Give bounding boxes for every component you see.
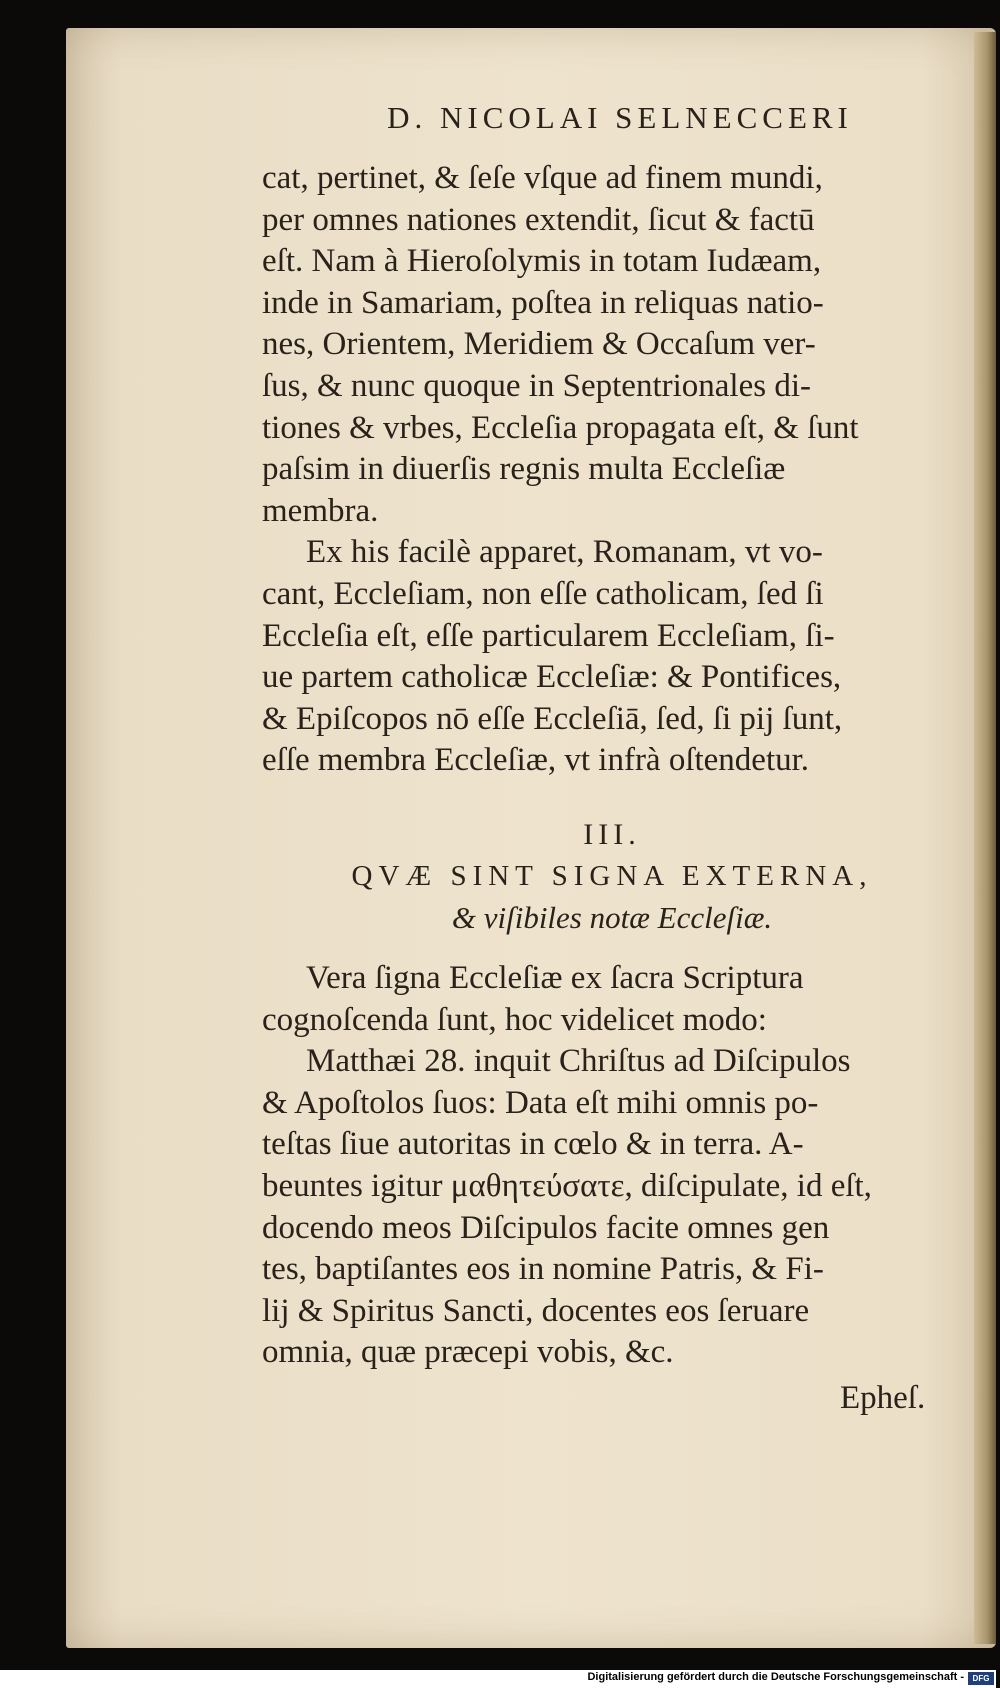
text-line: Matthæi 28. inquit Chriſtus ad Diſcipulos xyxy=(306,1043,851,1080)
text-line: beuntes igitur μαθητεύσατε, diſcipulate, id eſt, xyxy=(262,1167,872,1204)
paragraph-3-4 xyxy=(262,958,962,1374)
text-line: eſſe membra Eccleſiæ, vt infrà oſtendetur. xyxy=(262,742,810,779)
text-line: & Apoſtolos ſuos: Data eſt mihi omnis po- xyxy=(262,1084,819,1121)
footer-credit: Digitalisierung gefördert durch die Deutsche Forschungsgemeinschaft - xyxy=(587,1671,964,1683)
text-line: eſt. Nam à Hieroſolymis in totam Iudæam, xyxy=(262,243,822,280)
text-line: Ex his facilè apparet, Romanam, vt vo- xyxy=(306,534,823,571)
text-line: paſsim in diuerſis regnis multa Eccleſiæ xyxy=(262,451,786,488)
text-line: tes, baptiſantes eos in nomine Patris, & Fi- xyxy=(262,1251,824,1288)
text-line: Eccleſia eſt, eſſe particularem Eccleſiam, ſi- xyxy=(262,617,835,654)
text-line: lij & Spiritus Sancti, docentes eos ſeruare xyxy=(262,1292,810,1329)
page-edge xyxy=(974,32,996,1644)
text-line: cognoſcenda ſunt, hoc videlicet modo: xyxy=(262,1001,767,1038)
text-line: cat, pertinet, & ſeſe vſque ad finem mundi, xyxy=(262,160,823,196)
paragraph-1 xyxy=(262,158,962,782)
section-subtitle: & viſibiles notæ Eccleſiæ. xyxy=(451,900,773,935)
text-line: omnia, quæ præcepi vobis, &c. xyxy=(262,1334,674,1371)
text-line: Vera ſigna Eccleſiæ ex ſacra Scriptura xyxy=(306,960,804,996)
text-line: ſus, & nunc quoque in Septentrionales di- xyxy=(262,367,811,404)
section-number: III. xyxy=(583,818,641,851)
section-title: QVÆ SINT SIGNA EXTERNA, xyxy=(351,860,873,892)
text-line: nes, Orientem, Meridiem & Occaſum ver- xyxy=(262,326,816,363)
text-line: & Epiſcopos nō eſſe Eccleſiā, ſed, ſi pij ſunt, xyxy=(262,700,843,737)
catchword: Epheſ. xyxy=(840,1380,926,1416)
running-head: D. NICOLAI SELNECCERI xyxy=(387,100,853,135)
text-line: inde in Samariam, poſtea in reliquas natio- xyxy=(262,284,824,321)
text-line: tiones & vrbes, Eccleſia propagata eſt, & ſunt xyxy=(262,409,859,446)
dfg-logo: DFG xyxy=(968,1672,994,1685)
text-line: teſtas ſiue autoritas in cœlo & in terra. A- xyxy=(262,1126,804,1163)
text-line: per omnes nationes extendit, ſicut & factū xyxy=(262,201,815,238)
text-line: membra. xyxy=(262,492,379,529)
text-line: docendo meos Diſcipulos facite omnes gen xyxy=(262,1209,830,1246)
text-line: ue partem catholicæ Eccleſiæ: & Pontifices, xyxy=(262,659,842,696)
text-line: cant, Eccleſiam, non eſſe catholicam, ſed ſi xyxy=(262,575,824,612)
